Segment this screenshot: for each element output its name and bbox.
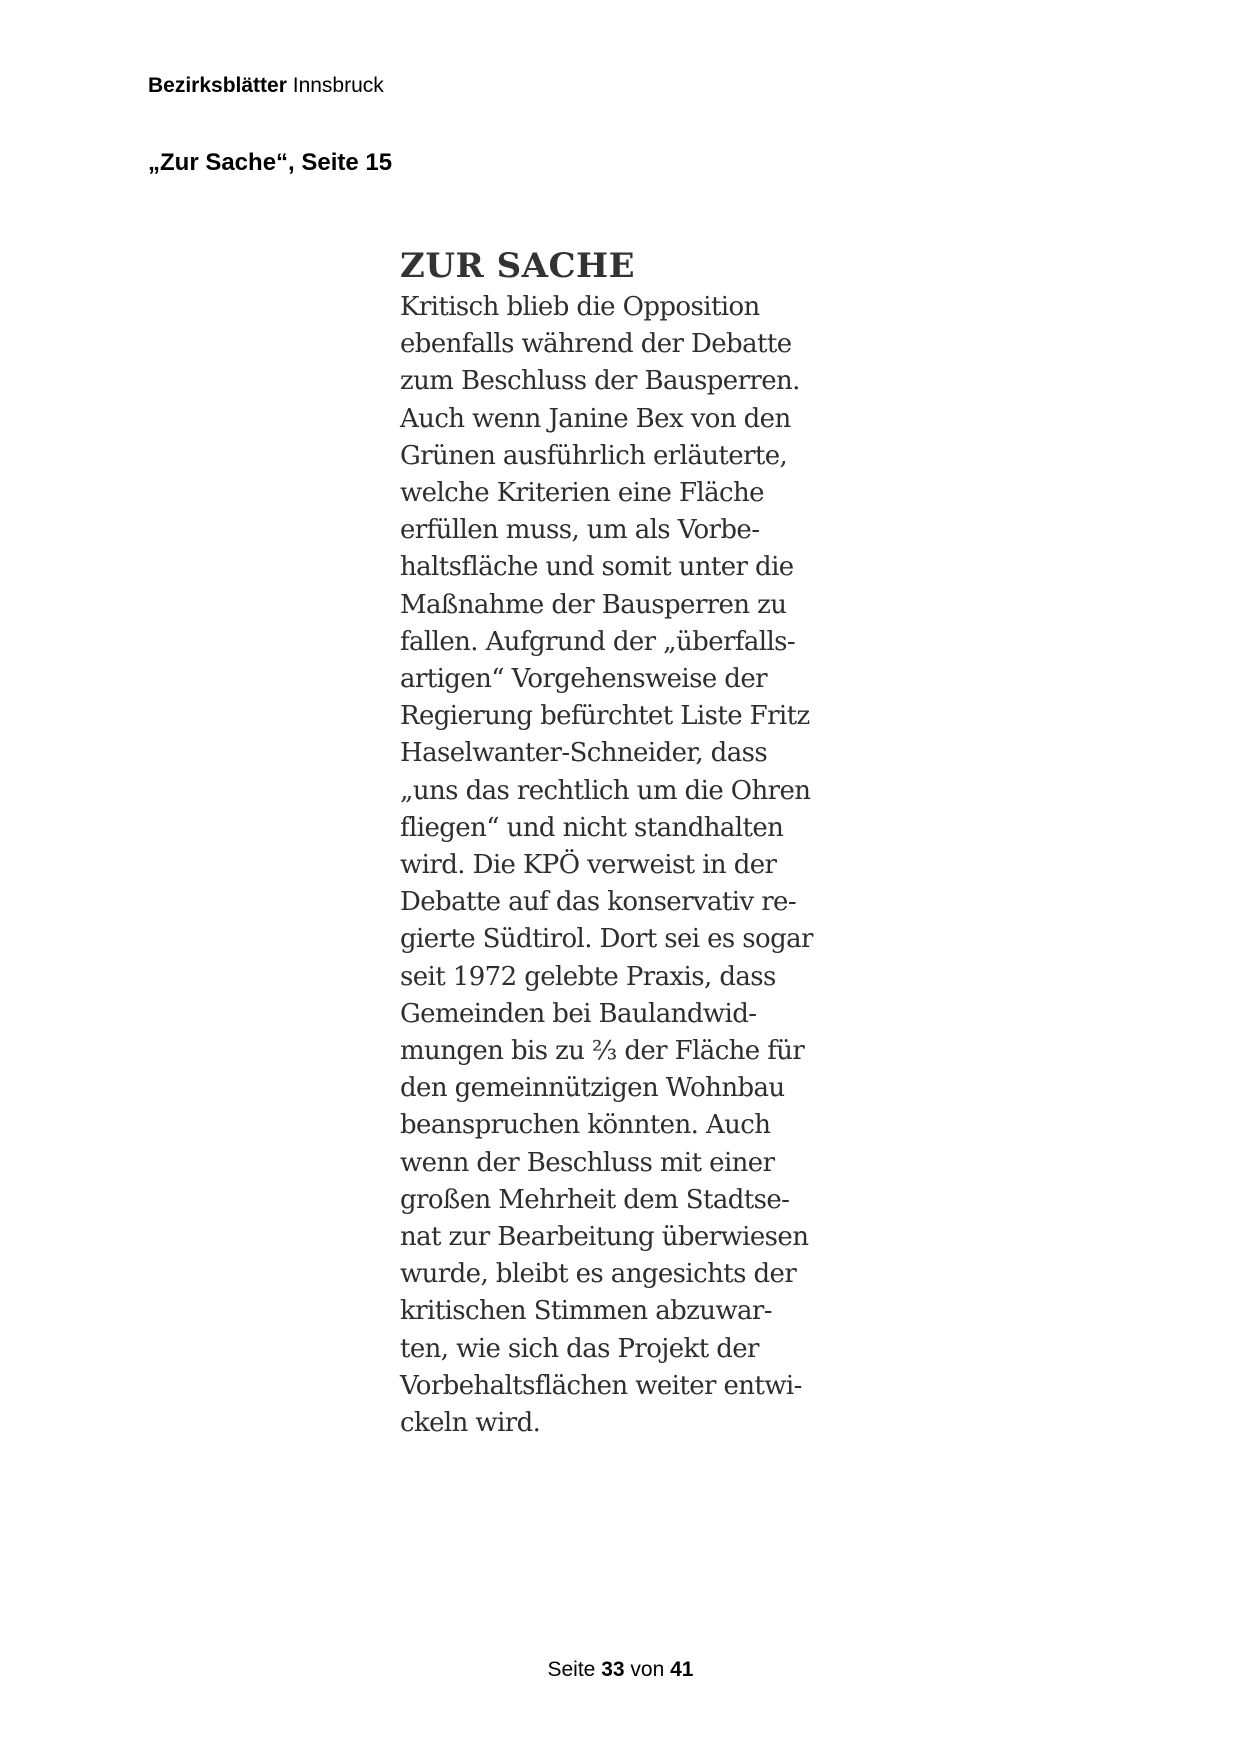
article-line: den gemeinnützigen Wohnbau (400, 1073, 785, 1104)
page-footer (0, 1657, 1241, 1683)
article-clipping (400, 245, 870, 1442)
article-line: erfüllen muss, um als Vorbe- (400, 515, 760, 546)
page-word: Seite (547, 1658, 596, 1681)
section-reference: „Zur Sache“, Seite 15 (148, 149, 393, 176)
article-line: Auch wenn Janine Bex von den (400, 403, 791, 434)
article-line: wenn der Beschluss mit einer (400, 1147, 775, 1178)
article-heading: ZUR SACHE (400, 246, 636, 286)
publication-header (148, 73, 384, 99)
article-line: mungen bis zu ⅔ der Fläche für (400, 1036, 805, 1067)
article-line: Debatte auf das konservativ re- (400, 887, 797, 918)
of-word: von (630, 1658, 665, 1681)
article-line: beanspruchen könnten. Auch (400, 1110, 771, 1141)
article-line: Regierung befürchtet Liste Fritz (400, 701, 810, 732)
article-line: fallen. Aufgrund der „überfalls- (400, 626, 796, 657)
page-number: 33 (601, 1658, 625, 1681)
article-line: welche Kriterien eine Fläche (400, 478, 764, 509)
total-pages: 41 (670, 1658, 694, 1681)
article-line: Kritisch blieb die Opposition (400, 292, 760, 322)
article-line: ebenfalls während der Debatte (400, 329, 792, 360)
article-line: seit 1972 gelebte Praxis, dass (400, 961, 776, 992)
article-line: artigen“ Vorgehensweise der (400, 664, 767, 695)
article-line: Gemeinden bei Baulandwid- (400, 998, 757, 1029)
article-line: haltsfläche und somit unter die (400, 552, 794, 583)
article-line: nat zur Bearbeitung überwiesen (400, 1222, 809, 1253)
article-line: ckeln wird. (400, 1408, 541, 1439)
article-line: „uns das rechtlich um die Ohren (400, 775, 811, 806)
article-line: wird. Die KPÖ verweist in der (400, 850, 777, 881)
article-line: ten, wie sich das Projekt der (400, 1333, 759, 1364)
article-body (400, 289, 870, 1442)
article-line: Vorbehaltsflächen weiter entwi- (400, 1370, 802, 1401)
publication-region: Innsbruck (292, 74, 384, 97)
article-line: großen Mehrheit dem Stadtse- (400, 1184, 790, 1215)
publication-name: Bezirksblätter (148, 74, 287, 97)
article-line: zum Beschluss der Bausperren. (400, 366, 800, 397)
article-line: Maßnahme der Bausperren zu (400, 589, 787, 620)
article-line: fliegen“ und nicht standhalten (400, 812, 784, 843)
article-line: Haselwanter-Schneider, dass (400, 738, 768, 769)
article-line: gierte Südtirol. Dort sei es sogar (400, 924, 813, 955)
article-line: wurde, bleibt es angesichts der (400, 1259, 797, 1290)
article-line: Grünen ausführlich erläuterte, (400, 440, 788, 471)
article-line: kritischen Stimmen abzuwar- (400, 1296, 772, 1327)
